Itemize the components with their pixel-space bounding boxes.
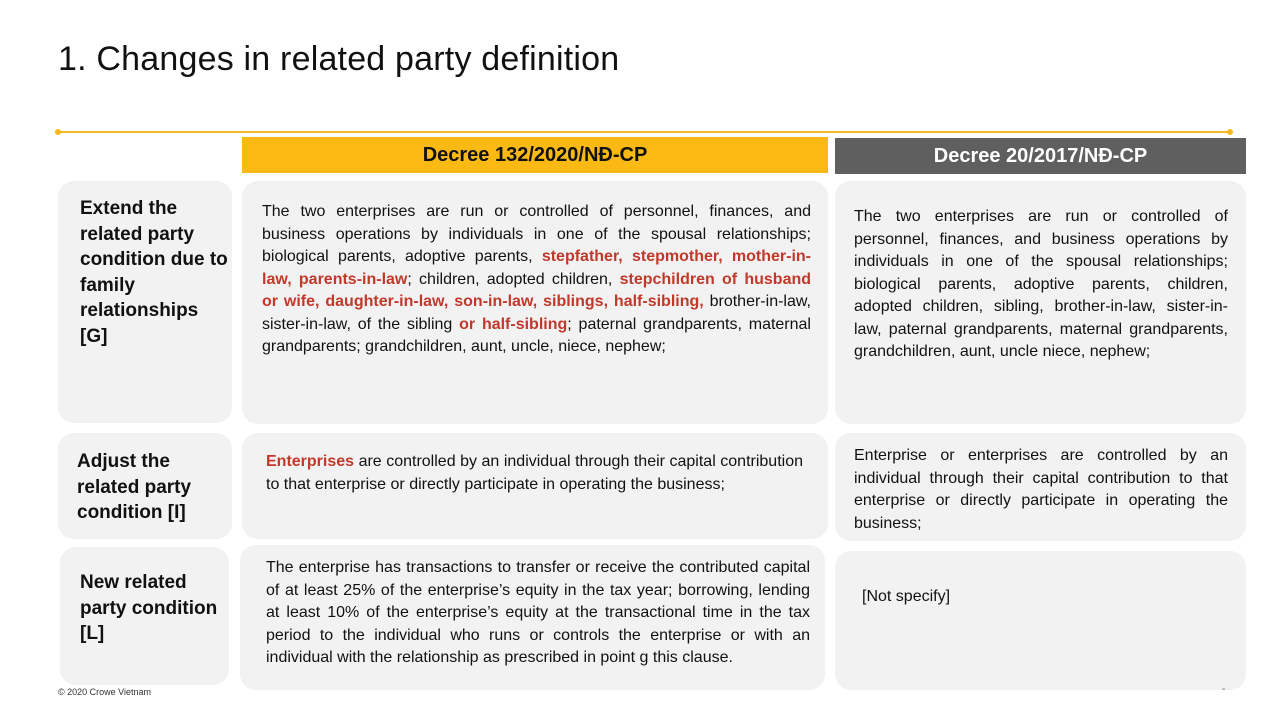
page-number: - — [1222, 684, 1226, 695]
text-segment: ; children, adopted children, — [407, 270, 620, 288]
old-decree-cell — [835, 433, 1246, 541]
old-decree-text: The two enterprises are run or controlled of personnel, finances, and business operations by individuals in one of the spousal relationships; biological parents, adoptive parents, children, adopted children, sibling, brother-in-law, sister-in-law, paternal grandparents, maternal grandparents, grandchildren, aunt, uncle niece, nephew; — [854, 208, 1228, 360]
footer-copyright: © 2020 Crowe Vietnam — [58, 687, 152, 697]
text-segment: ; paternal grandparents, maternal grandparents; grandchildren, aunt, uncle, niece, nephew; — [262, 315, 811, 355]
text-segment: The two enterprises are run or controlled of personnel, finances, and business operations by individuals in one of the spousal relationships; biological parents, adoptive parents, — [262, 203, 811, 265]
new-decree-cell — [242, 181, 828, 424]
header-decree-new: Decree 132/2020/NĐ-CP — [242, 137, 828, 173]
highlighted-change: stepchildren of husband or wife, daughter-in-law, son-in-law, siblings, half-sibling, — [262, 270, 812, 310]
row-label: Extend the related party condition due to family relationships [G] — [80, 198, 228, 347]
new-decree-cell — [240, 545, 825, 690]
highlighted-change: stepfather, stepmother, mother-in-law, parents-in-law — [262, 248, 812, 288]
row-label-box — [58, 433, 232, 539]
divider-dot-right — [1227, 129, 1233, 135]
old-decree-cell — [835, 551, 1246, 690]
row-label-box — [60, 547, 229, 685]
page-title: 1. Changes in related party definition — [58, 40, 620, 78]
divider-dot-left — [55, 129, 61, 135]
old-decree-text: Enterprise or enterprises are controlled by an individual through their capital contribution to that enterprise or directly participate in operating the business; — [854, 447, 1228, 532]
row-label-box — [58, 181, 232, 423]
new-decree-text — [262, 201, 811, 359]
header-decree-old: Decree 20/2017/NĐ-CP — [835, 138, 1246, 174]
highlighted-change: or half-sibling — [459, 315, 568, 333]
accent-divider — [58, 131, 1231, 133]
old-decree-cell — [835, 181, 1246, 424]
old-decree-text: [Not specify] — [862, 588, 951, 605]
new-decree-cell — [242, 433, 828, 539]
row-label: New related party condition [L] — [80, 572, 218, 644]
row-label: Adjust the related party condition [I] — [77, 451, 192, 523]
new-decree-text — [266, 557, 810, 670]
text-segment: The enterprise has transactions to transfer or receive the contributed capital of at least 25% of the enterprise’s equity in the tax year; borrowing, lending at least 10% of the enterprise’s equity at the transactional time in the tax period to the individual who runs or controls the enterprise or with an individual with the relationship as prescribed in point g this clause. — [266, 559, 810, 666]
text-segment: brother-in-law, sister-in-law, of the sibling — [262, 293, 811, 333]
new-decree-text — [266, 451, 803, 496]
text-segment: are controlled by an individual through their capital contribution to that enterprise or directly participate in operating the business; — [266, 453, 803, 493]
highlighted-change: Enterprises — [266, 453, 355, 470]
